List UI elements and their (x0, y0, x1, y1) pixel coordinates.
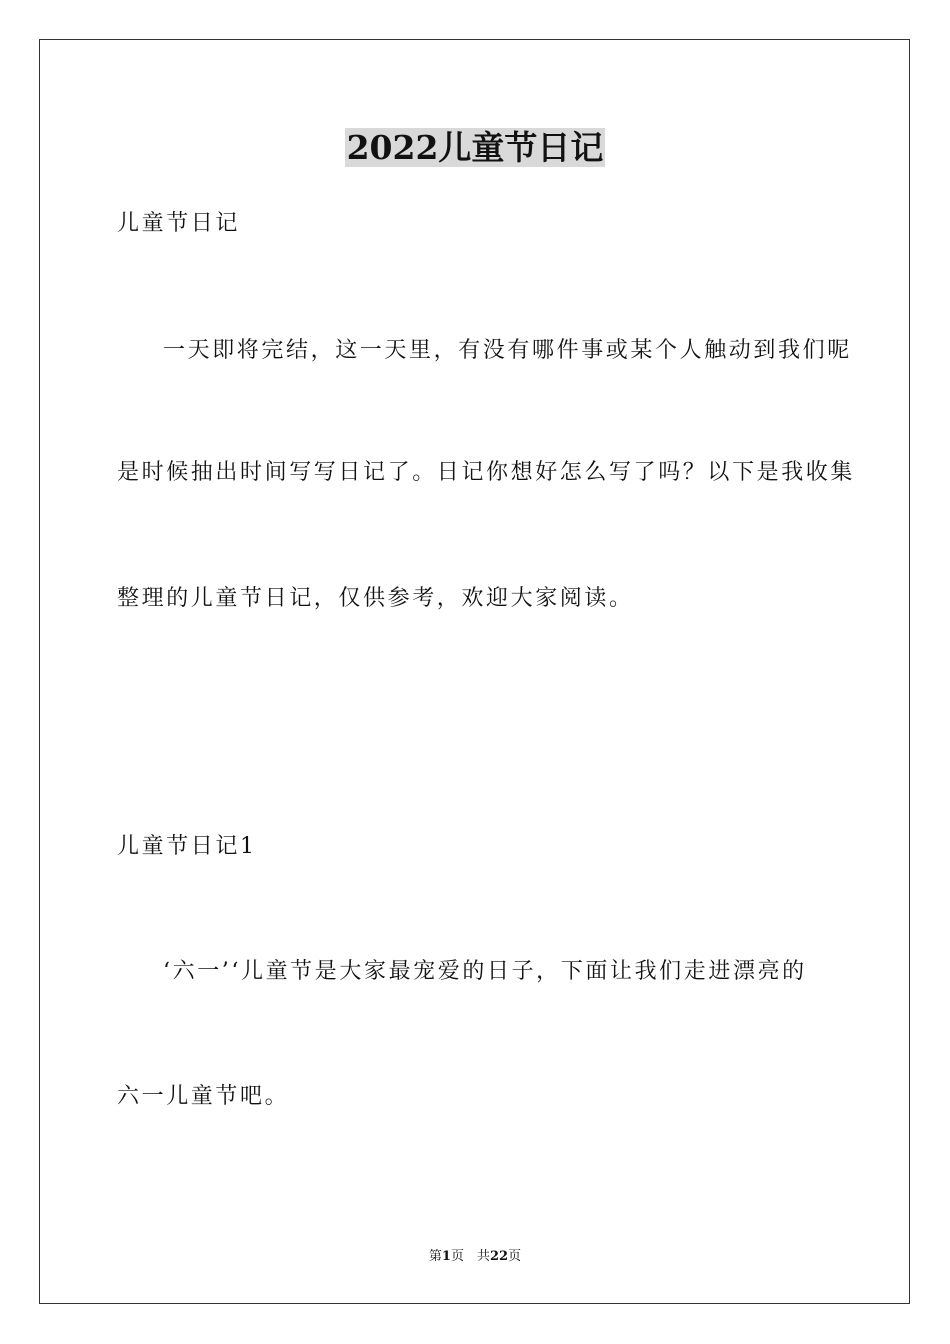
paragraph-line: ‘六一’‘儿童节是大家最宠爱的日子，下面让我们走进漂亮的 (163, 959, 807, 984)
paragraph-line: 是时候抽出时间写写日记了。日记你想好怎么写了吗？以下是我收集 (117, 460, 856, 485)
paragraph-line: 六一儿童节吧。 (117, 1084, 290, 1109)
paragraph-line: 一天即将完结，这一天里，有没有哪件事或某个人触动到我们呢 (163, 338, 852, 363)
document-title (0, 126, 950, 170)
total-pages: 22 (489, 1249, 509, 1264)
page-footer (0, 1248, 950, 1266)
page-number: 1 (441, 1249, 451, 1264)
subtitle-line: 儿童节日记 (117, 211, 241, 236)
footer-prefix: 第 (428, 1249, 442, 1264)
document-title-text: 2022儿童节日记 (346, 128, 604, 167)
footer-mid: 页 共 (450, 1249, 490, 1264)
footer-suffix: 页 (508, 1249, 522, 1264)
paragraph-line: 整理的儿童节日记，仅供参考，欢迎大家阅读。 (117, 586, 634, 611)
section-heading: 儿童节日记1 (117, 834, 257, 859)
